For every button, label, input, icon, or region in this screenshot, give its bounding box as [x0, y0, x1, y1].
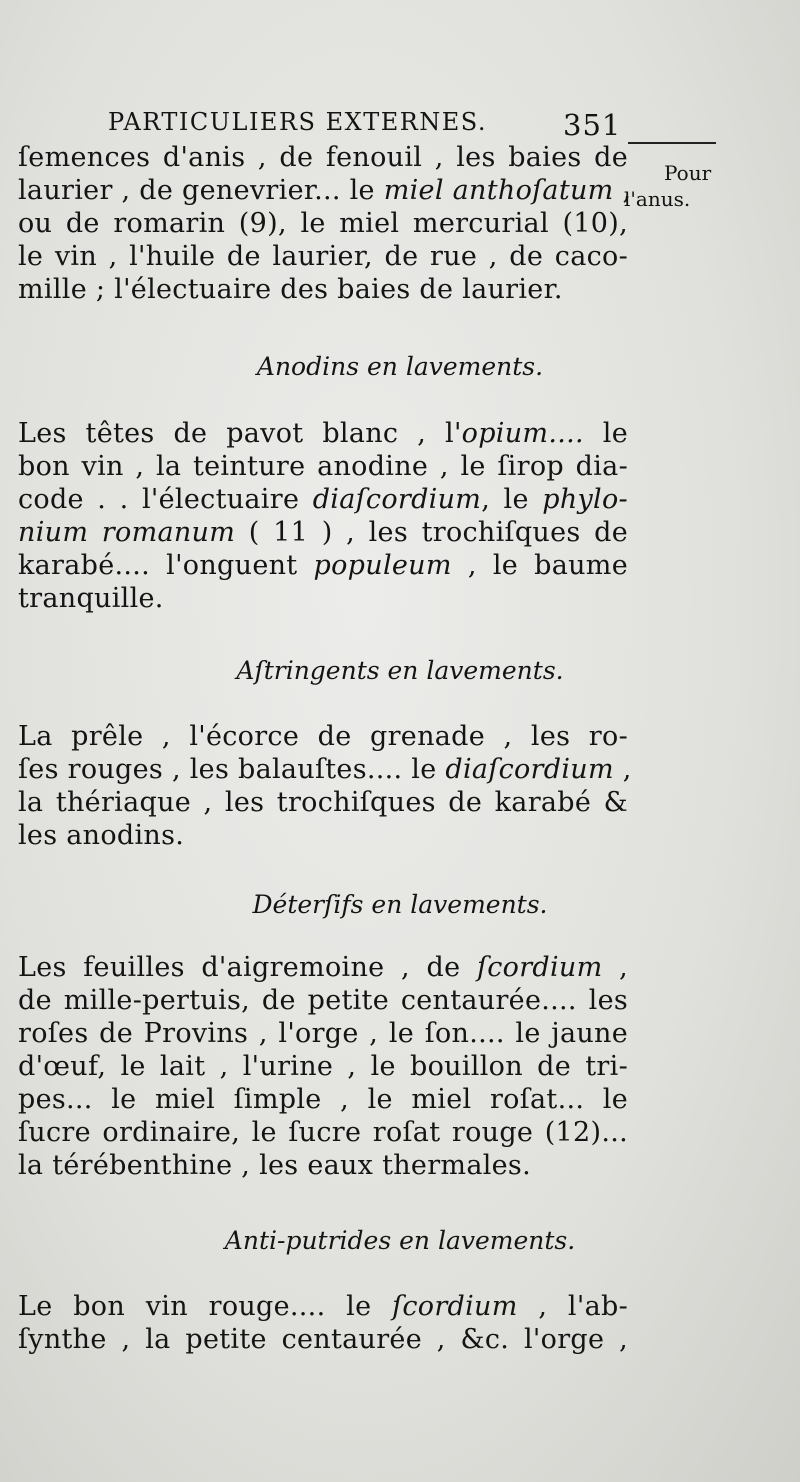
text-line: karabé.... l'onguent populeum , le baume	[18, 550, 628, 581]
text-line: bon vin , la teinture anodine , le ſirop dia-	[18, 451, 628, 482]
running-header	[108, 108, 628, 142]
text-line: roſes de Provins , l'orge , le ſon.... le jaune	[18, 1018, 628, 1049]
text-line: La prêle , l'écorce de grenade , les ro-	[18, 721, 628, 752]
section-heading-detersifs: Déterſifs en lavements.	[252, 890, 548, 919]
antiputrides-paragraph	[18, 1290, 628, 1356]
section-heading-antiputrides: Anti-putrides en lavements.	[224, 1226, 576, 1255]
text-line: Les têtes de pavot blanc , l'opium.... le	[18, 418, 628, 449]
text-line: ſes rouges , les balauſtes.... le diaſcordium ,	[18, 754, 632, 785]
text-line: mille ; l'électuaire des baies de laurier.	[18, 274, 563, 305]
text-line: ou de romarin (9), le miel mercurial (10),	[18, 208, 628, 239]
text-line: Le bon vin rouge.... le ſcordium , l'ab-	[18, 1291, 628, 1322]
text-line: ſynthe , la petite centaurée , &c. l'orge ,	[18, 1324, 628, 1355]
text-line: Les feuilles d'aigremoine , de ſcordium ,	[18, 952, 629, 983]
text-line: ſemences d'anis , de fenouil , les baies de	[18, 142, 628, 173]
intro-paragraph	[18, 141, 632, 306]
page-number: 351	[563, 108, 622, 142]
margin-note-line-1: Pour	[664, 161, 712, 185]
text-line: tranquille.	[18, 583, 164, 614]
anodins-paragraph	[18, 417, 628, 615]
detersifs-paragraph	[18, 951, 628, 1182]
text-line: le vin , l'huile de laurier, de rue , de caco-	[18, 241, 628, 272]
text-line: d'œuf, le lait , l'urine , le bouillon de tri-	[18, 1051, 628, 1082]
section-heading-astringents: Aſtringents en lavements.	[236, 656, 564, 685]
header-title: PARTICULIERS EXTERNES.	[108, 108, 488, 136]
text-line: code . . l'électuaire diaſcordium, le phylo-	[18, 484, 628, 515]
margin-rule	[628, 142, 716, 144]
margin-note-line-2: l'anus.	[624, 187, 691, 211]
astringents-paragraph	[18, 720, 632, 852]
text-line: nium romanum ( 11 ) , les trochiſques de	[18, 517, 628, 548]
section-heading-anodins: Anodins en lavements.	[256, 352, 544, 381]
text-line: de mille-pertuis, de petite centaurée.... les	[18, 985, 628, 1016]
text-line: les anodins.	[18, 820, 185, 851]
text-line: pes... le miel ſimple , le miel roſat... le	[18, 1084, 628, 1115]
text-line: laurier , de genevrier... le miel anthoſatum ,	[18, 175, 632, 206]
text-line: la térébenthine , les eaux thermales.	[18, 1150, 531, 1181]
text-line: ſucre ordinaire, le ſucre roſat rouge (12)...	[18, 1117, 628, 1148]
text-line: la thériaque , les trochiſques de karabé &	[18, 787, 628, 818]
